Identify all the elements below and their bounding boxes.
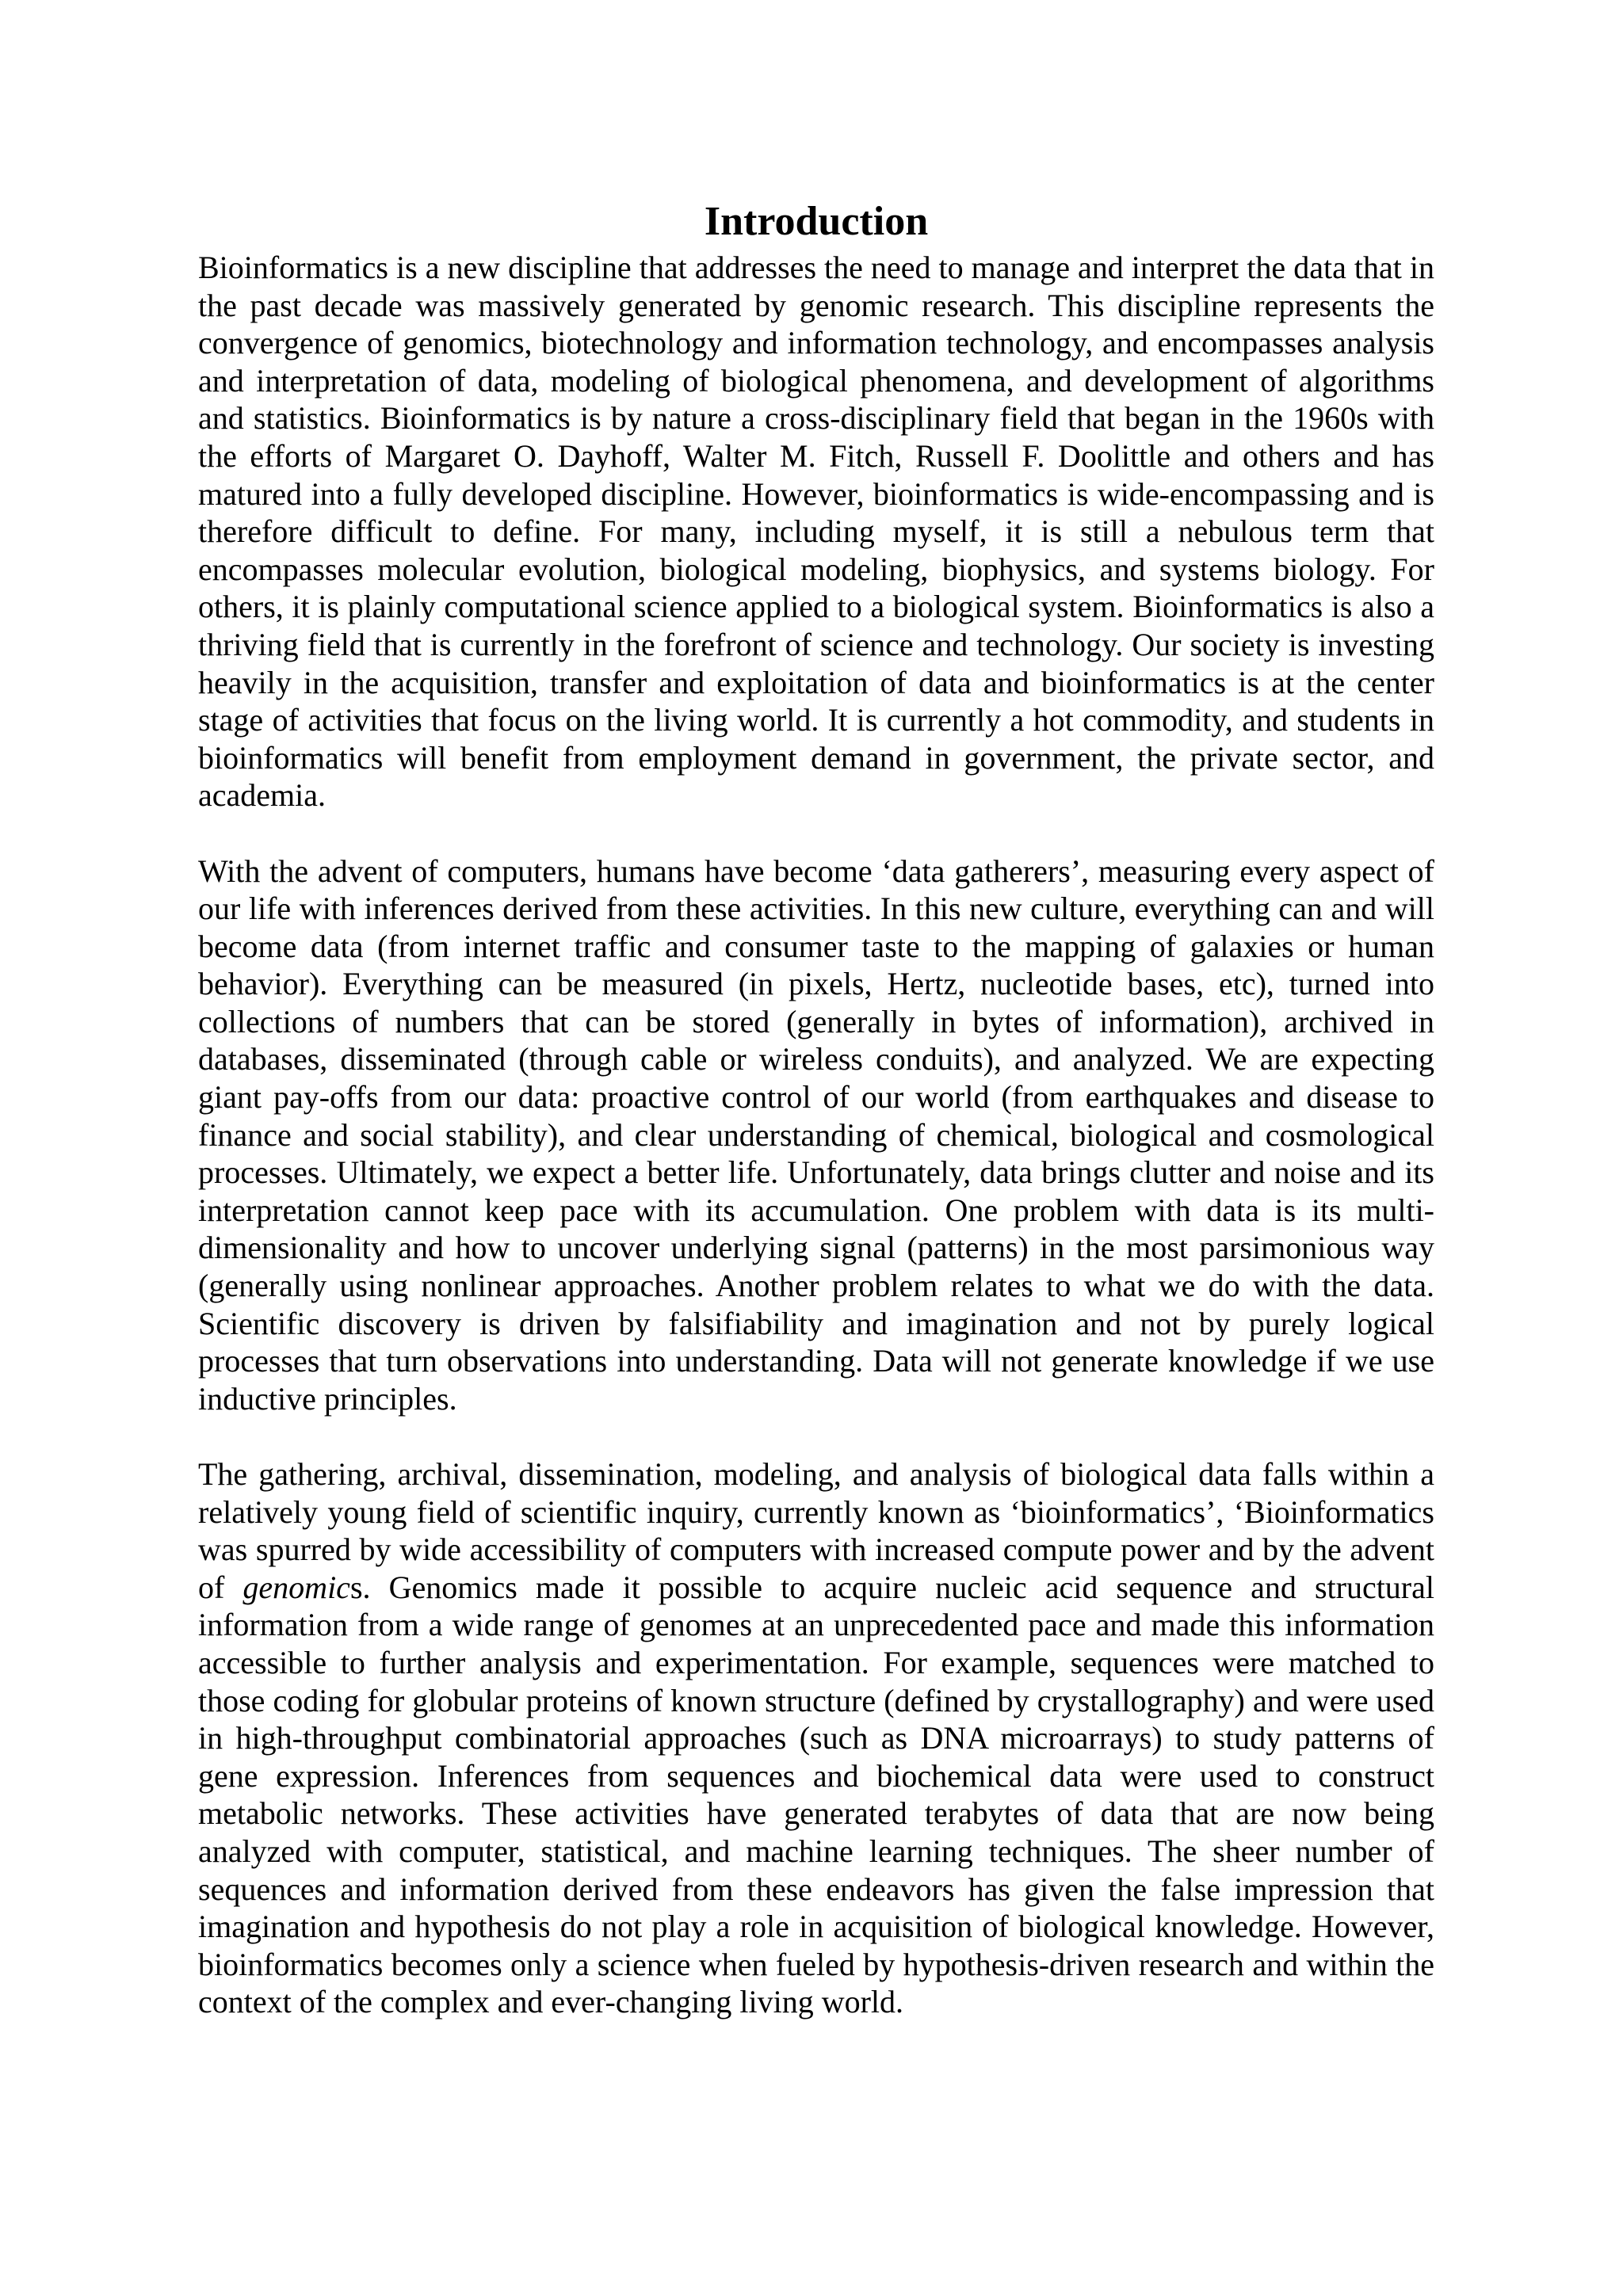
page-title: Introduction <box>704 199 929 244</box>
document-page <box>198 196 1434 2059</box>
paragraph-3-text-before: The gathering, archival, dissemination, modeling, and analysis of biological data falls within a relatively young field of scientific inquiry, currently known as ‘bioinformatics’, ‘Bioinformatics was spurred by wide accessibility of computers with increased compute power and by the advent of <box>198 1456 1434 1605</box>
paragraph-1: Bioinformatics is a new discipline that addresses the need to manage and interpret the data that in the past decade was massively generated by genomic research. This discipline represents the convergence of genomics, biotechnology and information technology, and encompasses analysis and interpretation of data, modeling of biological phenomena, and development of algorithms and statistics. Bioinformatics is by nature a cross-disciplinary field that began in the 1960s with the efforts of Margaret O. Dayhoff, Walter M. Fitch, Russell F. Doolittle and others and has matured into a fully developed discipline. However, bioinformatics is wide-encompassing and is therefore difficult to define. For many, including myself, it is still a nebulous term that encompasses molecular evolution, biological modeling, biophysics, and systems biology. For others, it is plainly computational science applied to a biological system. Bioinformatics is also a thriving field that is currently in the forefront of science and technology. Our society is investing heavily in the acquisition, transfer and exploitation of data and bioinformatics is at the center stage of activities that focus on the living world. It is currently a hot commodity, and students in bioinformatics will benefit from employment demand in government, the private sector, and academia. <box>198 250 1434 814</box>
paragraph-2: With the advent of computers, humans have become ‘data gatherers’, measuring every aspect of our life with inferences derived from these activities. In this new culture, everything can and will become data (from internet traffic and consumer taste to the mapping of galaxies or human behavior). Everything can be measured (in pixels, Hertz, nucleotide bases, etc), turned into collections of numbers that can be stored (generally in bytes of information), archived in databases, disseminated (through cable or wireless conduits), and analyzed. We are expecting giant pay-offs from our data: proactive control of our world (from earthquakes and disease to finance and social stability), and clear understanding of chemical, biological and cosmological processes. Ultimately, we expect a better life. Unfortunately, data brings clutter and noise and its interpretation cannot keep pace with its accumulation. One problem with data is its multi-dimensionality and how to uncover underlying signal (patterns) in the most parsimonious way (generally using nonlinear approaches. Another problem relates to what we do with the data. Scientific discovery is driven by falsifiability and imagination and not by purely logical processes that turn observations into understanding. Data will not generate knowledge if we use inductive principles. <box>198 852 1434 1417</box>
paragraph-3 <box>198 1455 1434 2021</box>
paragraph-3-text-after: s. Genomics made it possible to acquire nucleic acid sequence and structural information from a wide range of genomes at an unprecedented pace and made this information accessible to further analysis and experimentation. For example, sequences were matched to those coding for globular proteins of known structure (defined by crystallography) and were used in high-throughput combinatorial approaches (such as DNA microarrays) to study patterns of gene expression. Inferences from sequences and biochemical data were used to construct metabolic networks. These activities have generated terabytes of data that are now being analyzed with computer, statistical, and machine learning techniques. The sheer number of sequences and information derived from these endeavors has given the false impression that imagination and hypothesis do not play a role in acquisition of biological knowledge. However, bioinformatics becomes only a science when fueled by hypothesis-driven research and within the context of the complex and ever-changing living world. <box>198 1569 1434 2020</box>
paragraph-3-italic-term: genomic <box>242 1569 350 1605</box>
